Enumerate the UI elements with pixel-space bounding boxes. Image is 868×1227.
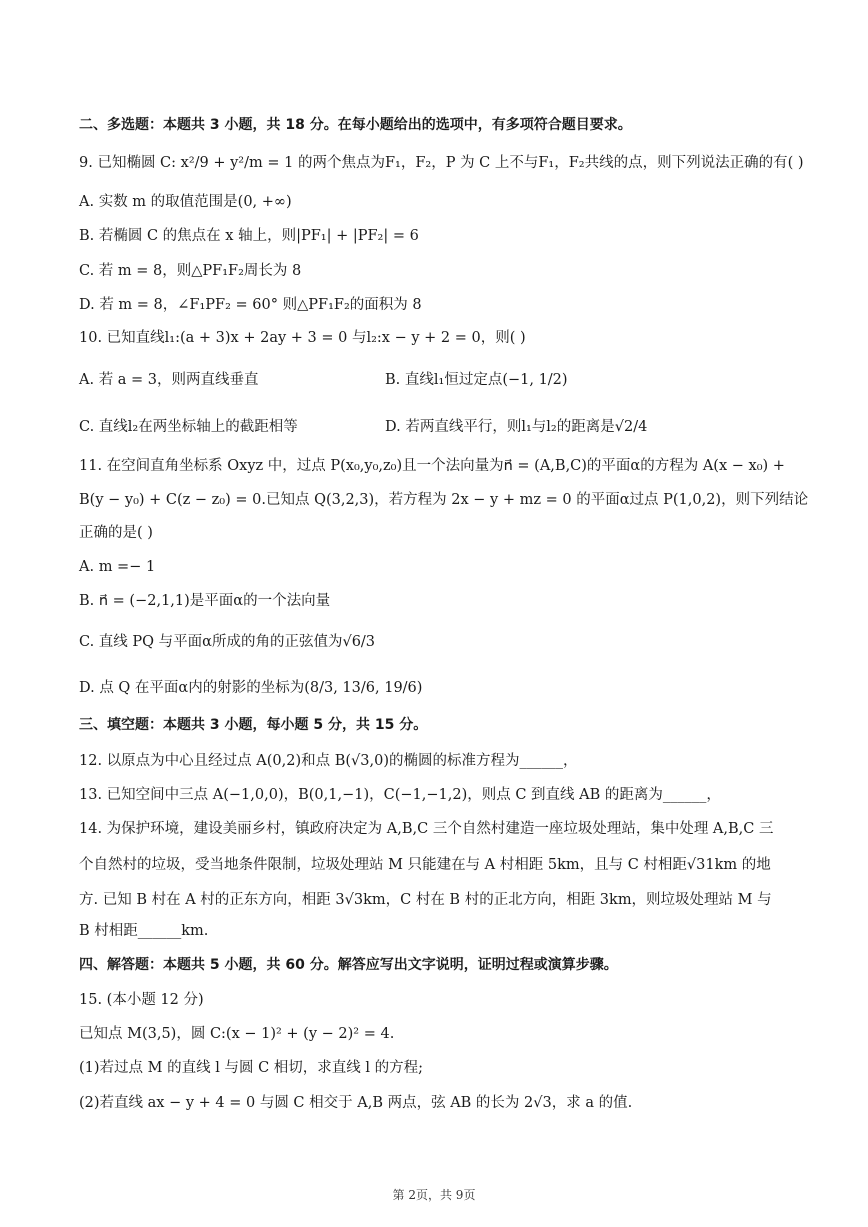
question-11-option-d: D. 点 Q 在平面α内的射影的坐标为(8/3, 13/6, 19/6)	[79, 680, 423, 696]
question-15-part1: (1)若过点 M 的直线 l 与圆 C 相切，求直线 l 的方程;	[79, 1060, 424, 1076]
question-10-option-a: A. 若 a = 3，则两直线垂直	[79, 372, 259, 388]
question-9-stem: 9. 已知椭圆 C: x²/9 + y²/m = 1 的两个焦点为F₁，F₂，P 为 C 上不与F₁，F₂共线的点，则下列说法正确的有( )	[79, 155, 804, 171]
page-footer: 第 2页，共 9页	[392, 1188, 476, 1202]
question-9-option-c: C. 若 m = 8，则△PF₁F₂周长为 8	[79, 263, 302, 279]
question-15-heading: 15. (本小题 12 分)	[79, 992, 204, 1008]
section-multiple-choice-heading: 二、多选题：本题共 3 小题，共 18 分。在每小题给出的选项中，有多项符合题目要求。	[79, 117, 632, 133]
question-9-option-a: A. 实数 m 的取值范围是(0, +∞)	[79, 194, 292, 210]
question-10-option-d: D. 若两直线平行，则l₁与l₂的距离是√2/4	[385, 419, 648, 435]
section-fill-blank-heading: 三、填空题：本题共 3 小题，每小题 5 分，共 15 分。	[79, 717, 428, 733]
question-15-given: 已知点 M(3,5)，圆 C:(x − 1)² + (y − 2)² = 4.	[79, 1026, 395, 1042]
question-15-part2: (2)若直线 ax − y + 4 = 0 与圆 C 相交于 A,B 两点，弦 AB 的长为 2√3，求 a 的值.	[79, 1095, 633, 1111]
question-14-line3: 方. 已知 B 村在 A 村的正东方向，相距 3√3km，C 村在 B 村的正北方向，相距 3km，则垃圾处理站 M 与	[79, 892, 772, 908]
question-14-line2: 个自然村的垃圾，受当地条件限制，垃圾处理站 M 只能建在与 A 村相距 5km，且与 C 村相距√31km 的地	[79, 857, 771, 873]
question-11-stem-line3: 正确的是( )	[79, 525, 153, 541]
question-11-option-c: C. 直线 PQ 与平面α所成的角的正弦值为√6/3	[79, 634, 376, 650]
question-10-stem: 10. 已知直线l₁:(a + 3)x + 2ay + 3 = 0 与l₂:x − y + 2 = 0，则( )	[79, 330, 526, 346]
question-11-stem-line1: 11. 在空间直角坐标系 Oxyz 中，过点 P(x₀,y₀,z₀)且一个法向量为n⃗ = (A,B,C)的平面α的方程为 A(x − x₀) +	[79, 458, 785, 474]
question-11-option-a: A. m =− 1	[79, 559, 156, 575]
question-12: 12. 以原点为中心且经过点 A(0,2)和点 B(√3,0)的椭圆的标准方程为______，	[79, 753, 578, 769]
question-11-option-b: B. n⃗ = (−2,1,1)是平面α的一个法向量	[79, 593, 331, 609]
question-10-option-c: C. 直线l₂在两坐标轴上的截距相等	[79, 419, 298, 435]
question-14-line4: B 村相距______km.	[79, 923, 209, 939]
question-9-option-d: D. 若 m = 8，∠F₁PF₂ = 60° 则△PF₁F₂的面积为 8	[79, 297, 422, 313]
question-10-option-b: B. 直线l₁恒过定点(−1, 1/2)	[385, 372, 568, 388]
question-13: 13. 已知空间中三点 A(−1,0,0)，B(0,1,−1)，C(−1,−1,2)，则点 C 到直线 AB 的距离为______，	[79, 787, 721, 803]
question-14-line1: 14. 为保护环境，建设美丽乡村，镇政府决定为 A,B,C 三个自然村建造一座垃圾处理站，集中处理 A,B,C 三	[79, 821, 774, 837]
question-11-stem-line2: B(y − y₀) + C(z − z₀) = 0.已知点 Q(3,2,3)，若方程为 2x − y + mz = 0 的平面α过点 P(1,0,2)，则下列结论	[79, 492, 809, 508]
question-9-option-b: B. 若椭圆 C 的焦点在 x 轴上，则|PF₁| + |PF₂| = 6	[79, 228, 419, 244]
section-answer-heading: 四、解答题：本题共 5 小题，共 60 分。解答应写出文字说明，证明过程或演算步骤。	[79, 957, 618, 973]
